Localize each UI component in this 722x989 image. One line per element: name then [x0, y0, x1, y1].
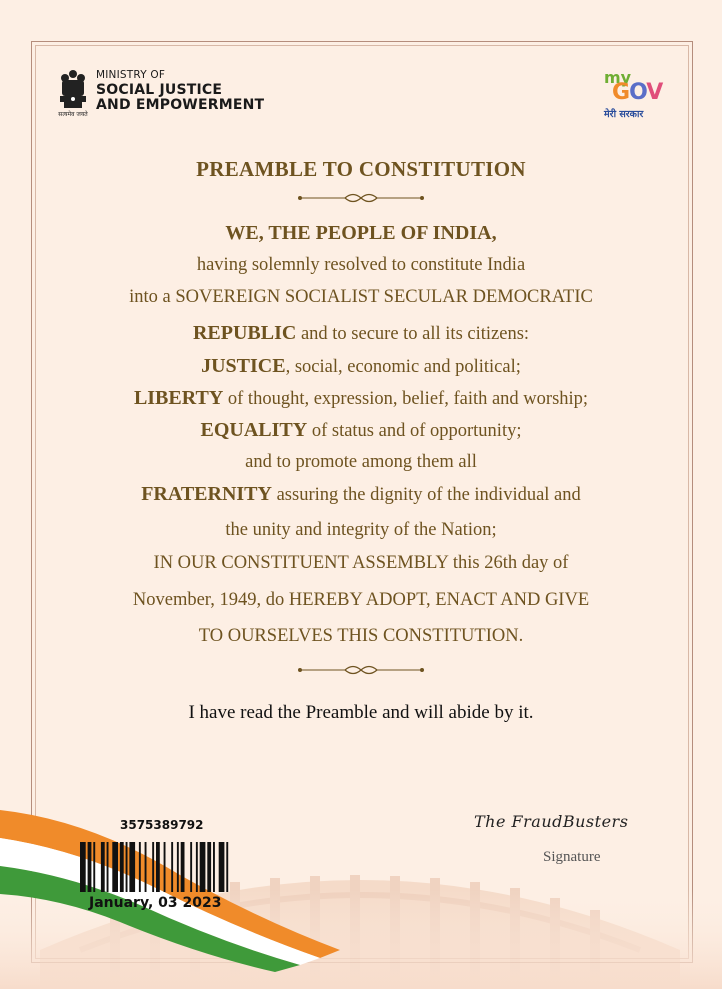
preamble-line-9-rest: assuring the dignity of the individual and [271, 485, 581, 505]
fraternity-word: FRATERNITY [141, 483, 272, 505]
mygov-my: my [604, 68, 632, 87]
preamble-line-12: November, 1949, do HEREBY ADOPT, ENACT AND GIVE [132, 590, 590, 610]
ministry-line-3: AND EMPOWERMENT [96, 97, 265, 113]
pledge-statement: I have read the Preamble and will abide by it. [188, 702, 534, 723]
preamble-line-1 [0, 222, 722, 245]
signature-image: The FraudBusters [474, 812, 629, 831]
mygov-gov: GOV [612, 80, 663, 105]
preamble-line-5 [0, 355, 722, 378]
national-emblem-icon [56, 68, 90, 118]
certificate-date: January, 03 2023 [89, 895, 222, 911]
preamble-line-2: having solemnly resolved to constitute India [196, 255, 526, 275]
ministry-line-2: SOCIAL JUSTICE [96, 82, 223, 98]
mygov-logo [602, 68, 672, 120]
preamble-line-13: TO OURSELVES THIS CONSTITUTION. [198, 626, 524, 646]
preamble-line-7-rest: of status and of opportunity; [307, 421, 522, 441]
republic-word: REPUBLIC [192, 322, 297, 344]
preamble-line-4-rest: and to secure to all its citizens: [296, 324, 530, 344]
ministry-name [96, 68, 264, 113]
preamble-line-8: and to promote among them all [245, 452, 477, 472]
equality-word: EQUALITY [200, 419, 308, 441]
preamble-line-5-rest: , social, economic and political; [285, 357, 521, 377]
serial-number: 3575389792 [120, 818, 204, 832]
preamble-line-9 [0, 483, 722, 506]
document-title: PREAMBLE TO CONSTITUTION [196, 157, 526, 181]
preamble-line-7 [0, 419, 722, 442]
ministry-line-1: MINISTRY OF [96, 69, 166, 81]
mygov-tagline: मेरी सरकार [604, 109, 644, 120]
preamble-line-11: IN OUR CONSTITUENT ASSEMBLY this 26th day of [153, 553, 569, 573]
ornament-divider-top [297, 192, 425, 204]
preamble-line-10: the unity and integrity of the Nation; [225, 520, 497, 540]
barcode-icon [80, 842, 262, 892]
emblem-caption: सत्यमेव जयते [58, 111, 88, 118]
preamble-line-1-text: WE, THE PEOPLE OF INDIA, [225, 222, 497, 244]
preamble-line-6-rest: of thought, expression, belief, faith and worship; [223, 389, 589, 409]
ornament-divider-bottom [297, 664, 425, 676]
signature-label: Signature [543, 849, 601, 865]
justice-word: JUSTICE [201, 355, 286, 377]
preamble-line-4 [0, 322, 722, 345]
ministry-logo [56, 68, 264, 118]
preamble-line-6 [0, 387, 722, 410]
liberty-word: LIBERTY [133, 387, 224, 409]
preamble-line-3: into a SOVEREIGN SOCIALIST SECULAR DEMOCRATIC [129, 287, 593, 307]
